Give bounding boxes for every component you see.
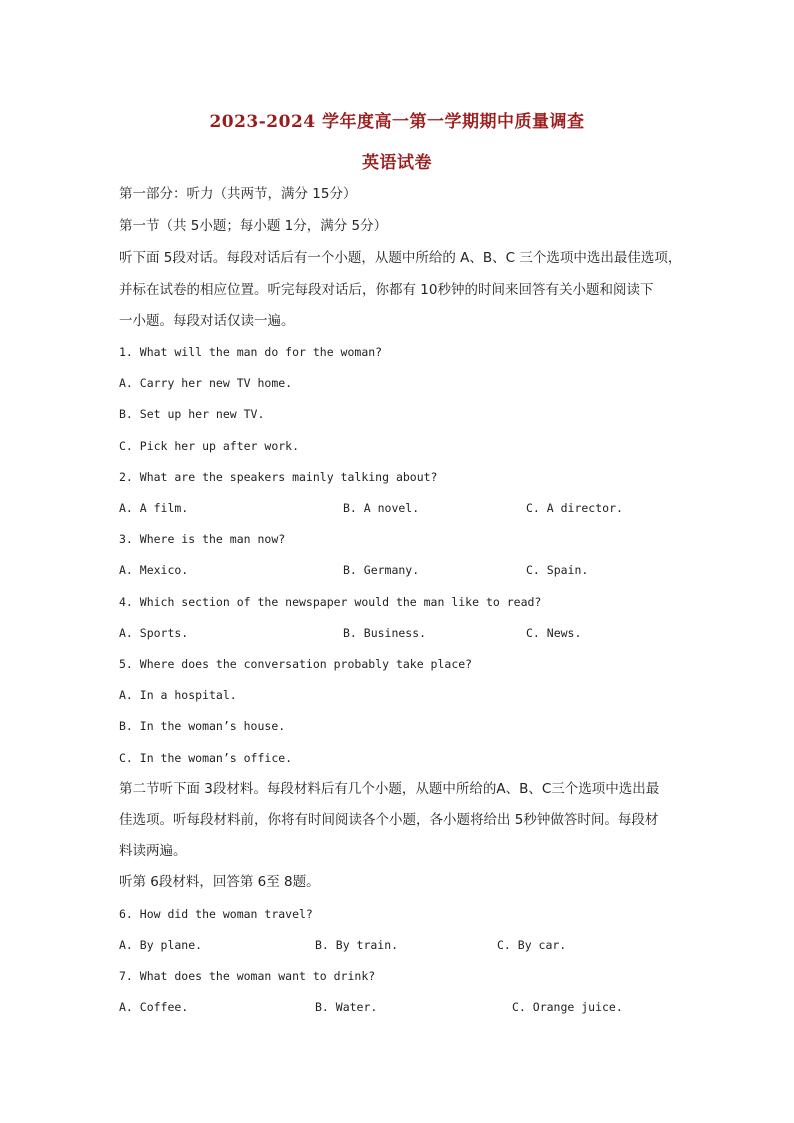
section2-instructions-line1: 第二节听下面 3段材料。每段材料后有几个小题，从题中所给的A、B、C三个选项中选出最	[119, 781, 660, 797]
section1-instructions-line2: 并标在试卷的相应位置。听完每段对话后，你都有 10秒钟的时间来回答有关小题和阅读下	[119, 282, 654, 298]
question-4-option-c: C. News.	[526, 626, 582, 640]
section1-instructions-line3: 一小题。每段对话仅读一遍。	[119, 313, 295, 329]
question-1-stem: 1. What will the man do for the woman?	[119, 345, 383, 359]
question-1-option-c: C. Pick her up after work.	[119, 439, 300, 453]
question-2-option-c: C. A director.	[526, 501, 623, 515]
question-7-stem: 7. What does the woman want to drink?	[119, 969, 376, 983]
section2-instructions-line3: 料读两遍。	[119, 843, 187, 859]
question-2-option-a: A. A film.	[119, 501, 189, 515]
question-6-option-b: B. By train.	[315, 938, 399, 952]
question-3-option-b: B. Germany.	[343, 563, 420, 577]
question-5-option-b: B. In the woman’s house.	[119, 719, 286, 733]
question-6-option-c: C. By car.	[497, 938, 567, 952]
section2-instructions-line2: 佳选项。听每段材料前，你将有时间阅读各个小题，各小题将给出 5秒钟做答时间。每段材	[119, 812, 659, 828]
question-7-option-a: A. Coffee.	[119, 1000, 189, 1014]
question-7-option-c: C. Orange juice.	[512, 1000, 623, 1014]
question-4-option-a: A. Sports.	[119, 626, 189, 640]
question-4-stem: 4. Which section of the newspaper would the man like to read?	[119, 595, 542, 609]
question-3-stem: 3. Where is the man now?	[119, 532, 286, 546]
exam-subtitle: 英语试卷	[362, 153, 432, 173]
question-1-option-b: B. Set up her new TV.	[119, 407, 265, 421]
question-6-stem: 6. How did the woman travel?	[119, 907, 313, 921]
question-6-option-a: A. By plane.	[119, 938, 203, 952]
question-7-option-b: B. Water.	[315, 1000, 378, 1014]
question-2-option-b: B. A novel.	[343, 501, 420, 515]
passage-6-heading: 听第 6段材料，回答第 6至 8题。	[119, 874, 320, 890]
question-3-option-c: C. Spain.	[526, 563, 589, 577]
question-1-option-a: A. Carry her new TV home.	[119, 376, 293, 390]
part1-heading: 第一部分：听力（共两节，满分 15分）	[119, 186, 357, 202]
question-3-option-a: A. Mexico.	[119, 563, 189, 577]
question-5-option-c: C. In the woman’s office.	[119, 751, 293, 765]
exam-title: 2023-2024 学年度高一第一学期期中质量调查	[209, 112, 585, 132]
section1-instructions-line1: 听下面 5段对话。每段对话后有一个小题，从题中所给的 A、B、C 三个选项中选出最佳选项，	[119, 250, 682, 266]
question-5-stem: 5. Where does the conversation probably take place?	[119, 657, 473, 671]
question-5-option-a: A. In a hospital.	[119, 688, 237, 702]
section1-heading: 第一节（共 5小题；每小题 1分，满分 5分）	[119, 218, 388, 234]
question-2-stem: 2. What are the speakers mainly talking about?	[119, 470, 438, 484]
question-4-option-b: B. Business.	[343, 626, 427, 640]
